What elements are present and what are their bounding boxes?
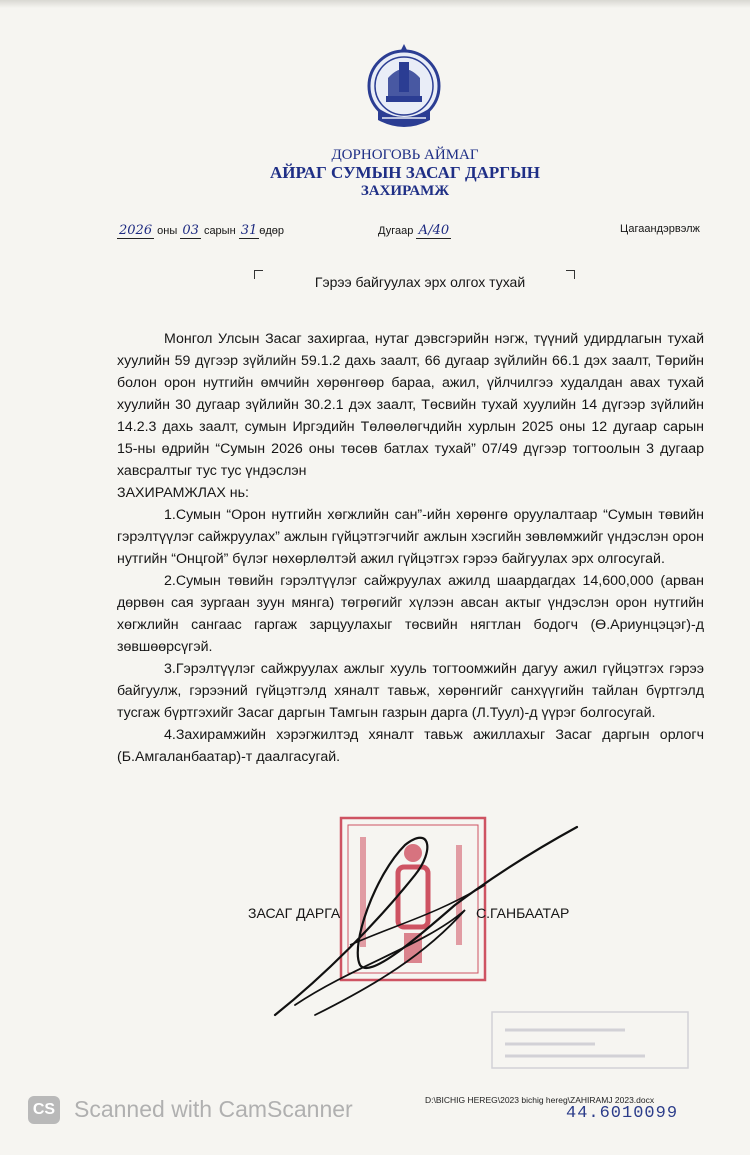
body-intro: Монгол Улсын Засаг захиргаа, нутаг дэвсгэрийн нэгж, түүний удирдлагын тухай хуулийн 59 дүгээр зүйлийн 59.1.2 дахь заалт, 66 дугаар зүйлийн 66.1 дэх заалт, Төрийн болон орон нутгийн өмчийн хөрөнгөөр бараа, ажил, үйлчилгээ худалдан авах тухай хуулийн 30 дугаар зүйлийн 30.2.1 дэх заалт, Төсвийн тухай хуулийн 14 дүгээр зүйлийн 14.2.3 дахь заалт, сумын Иргэдийн Төлөөлөгчдийн хурлын 2025 оны 12 дугаар сарын 15-ны өдрийн “Сумын 2026 оны төсөв батлах тухай” 07/49 дүгээр тогтоолын 3 дугаар хавсралтыг тус тус үндэслэн <box>117 331 704 479</box>
handwritten-signature <box>255 815 595 1030</box>
date-year: 2026 <box>119 223 153 238</box>
order-item-3: 3.Гэрэлтүүлэг сайжруулах ажлыг хууль тогтоомжийн дагуу ажил гүйцэтгэх гэрээ байгуулж, гэрээний гүйцэтгэлд хяналт тавьж, хөрөнгийг санхүүгийн тайлан бүртгэлд тусгаж бүртгэхийг Засаг даргын Тамгын газрын дарга (Л.Туул)-д үүрэг болгосугай. <box>117 661 704 721</box>
date-day-suffix: өдөр <box>259 225 285 237</box>
document-type: ЗАХИРАМЖ <box>360 183 450 199</box>
signatory-name: С.ГАНБААТАР <box>476 905 570 921</box>
document-place: Цагаандэрвэлж <box>620 223 700 235</box>
signatory-title: ЗАСАГ ДАРГА <box>248 905 341 921</box>
stamp-code: 44.6010099 <box>566 1104 679 1123</box>
subject-bracket-left <box>254 270 263 279</box>
office-name: АЙРАГ СУМЫН ЗАСАГ ДАРГЫН <box>269 163 541 182</box>
document-body <box>117 328 704 768</box>
document-number <box>378 223 451 239</box>
document-date <box>117 223 284 239</box>
body-order: ЗАХИРАМЖЛАХ нь: <box>117 485 249 501</box>
scan-edge <box>0 0 750 8</box>
date-month: 03 <box>182 223 199 238</box>
order-item-2: 2.Сумын төвийн гэрэлтүүлэг сайжруулах ажилд шаардагдах 14,600,000 (арван дөрвөн сая зургаан зуун мянга) төгрөгийг хүлээн авсан актыг үндэслэн орон нутгийн хөгжлийн сангаас гаргаж зарцуулахыг төсвийн нягтлан бодогч (Ө.Ариунцэцэг)-д зөвшөөрсүгэй. <box>117 573 704 655</box>
order-item-4: 4.Захирамжийн хэрэгжилтэд хяналт тавьж ажиллахыг Засаг даргын орлогч (Б.Амгаланбаатар)-т даалгасугай. <box>117 727 704 765</box>
number-value: А/40 <box>418 223 450 238</box>
aimag-name: ДОРНОГОВЬ АЙМАГ <box>331 147 479 163</box>
date-year-suffix: оны <box>157 225 178 237</box>
camscanner-logo-icon: CS <box>28 1096 60 1124</box>
order-item-1: 1.Сумын “Орон нутгийн хөгжлийн сан”-ийн хөрөнгө оруулалтаар “Сумын төвийн гэрэлтүүлэг сайжруулах” ажлын гүйцэтгэгчийг ажлын хэсгийн зөвлөмжийг үндэслэн орон нутгийн “Онцгой” бүлэг нөхөрлөлтэй ажил гүйцэтгэх гэрээ байгуулах эрх олгосугай. <box>117 507 704 567</box>
date-month-suffix: сарын <box>203 225 236 237</box>
date-day: 31 <box>240 223 258 238</box>
camscanner-watermark <box>28 1096 358 1126</box>
document-subject: Гэрээ байгуулах эрх олгох тухай <box>314 274 526 290</box>
file-path: D:\BICHIG HEREG\2023 bichig hereg\ZAHIRAMJ 2023.docx <box>425 1095 655 1105</box>
state-emblem <box>366 38 442 138</box>
camscanner-text: Scanned with CamScanner <box>74 1096 353 1122</box>
number-label: Дугаар <box>378 225 414 237</box>
